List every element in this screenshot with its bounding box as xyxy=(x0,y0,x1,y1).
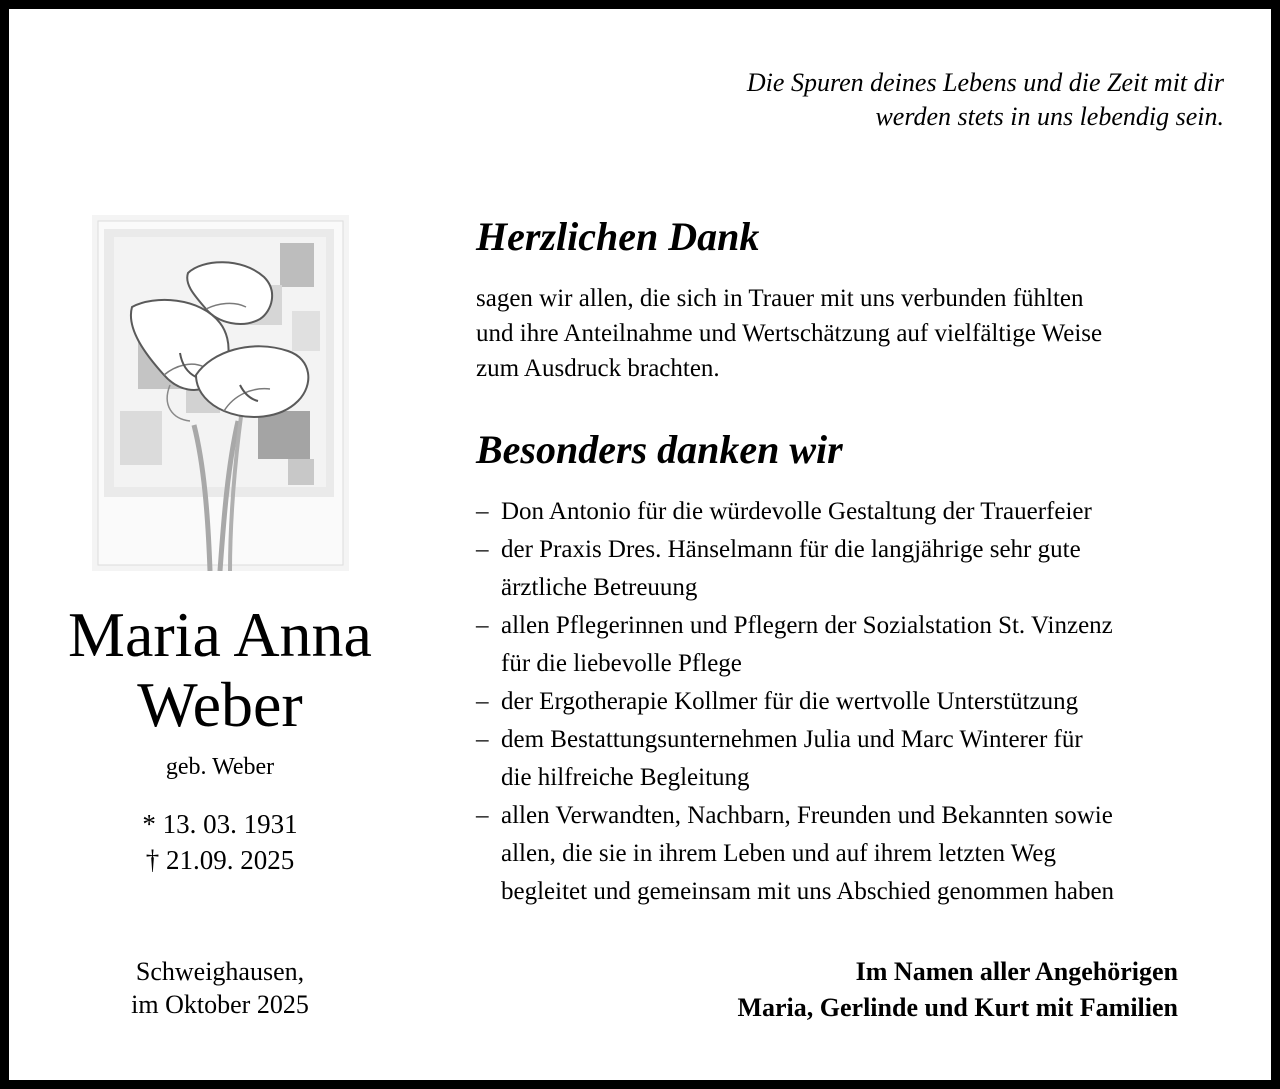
deceased-info xyxy=(20,600,420,878)
thanks-heading: Herzlichen Dank xyxy=(476,214,760,259)
place-and-date xyxy=(20,955,420,1021)
thanks-item-line: die hilfreiche Begleitung xyxy=(501,764,750,791)
intro-line: sagen wir allen, die sich in Trauer mit uns verbunden fühlten xyxy=(476,285,1084,312)
signature-line: Maria, Gerlinde und Kurt mit Familien xyxy=(737,993,1178,1022)
thanks-item-line: Don Antonio für die würdevolle Gestaltung der Trauerfeier xyxy=(501,498,1092,525)
thanks-item-line: für die liebevolle Pflege xyxy=(501,650,742,677)
thanks-list xyxy=(476,493,1114,911)
birth-name: geb. Weber xyxy=(165,754,275,780)
motto-line: werden stets in uns lebendig sein. xyxy=(875,102,1224,131)
calla-lily-illustration-icon xyxy=(92,215,349,571)
thanks-item xyxy=(476,531,1114,607)
date-line: im Oktober 2025 xyxy=(131,990,309,1019)
deceased-name-line: Weber xyxy=(137,669,303,740)
dash-bullet: – xyxy=(476,612,489,639)
dash-bullet: – xyxy=(476,688,489,715)
life-dates xyxy=(20,806,420,878)
thanks-item-line: ärztliche Betreuung xyxy=(501,574,698,601)
death-date: † 21.09. 2025 xyxy=(145,845,295,875)
thanks-item-line: allen Pflegerinnen und Pflegern der Sozialstation St. Vinzenz xyxy=(501,612,1113,639)
motto-quote xyxy=(604,66,1224,134)
signature-line: Im Namen aller Angehörigen xyxy=(855,957,1178,986)
thanks-item xyxy=(476,797,1114,911)
thanks-item-line: der Ergotherapie Kollmer für die wertvolle Unterstützung xyxy=(501,688,1079,715)
intro-paragraph xyxy=(476,281,1102,386)
thanks-item xyxy=(476,607,1114,683)
motto-line: Die Spuren deines Lebens und die Zeit mit dir xyxy=(746,68,1224,97)
special-thanks-heading: Besonders danken wir xyxy=(476,427,843,472)
dash-bullet: – xyxy=(476,726,489,753)
thanks-item-line: begleitet und gemeinsam mit uns Abschied genommen haben xyxy=(501,878,1115,905)
dash-bullet: – xyxy=(476,498,489,525)
deceased-name-line: Maria Anna xyxy=(68,599,372,670)
thanks-item xyxy=(476,721,1114,797)
dash-bullet: – xyxy=(476,536,489,563)
intro-line: zum Ausdruck brachten. xyxy=(476,355,720,382)
thanks-item-line: der Praxis Dres. Hänselmann für die langjährige sehr gute xyxy=(501,536,1081,563)
place-line: Schweighausen, xyxy=(135,957,305,986)
thanks-item xyxy=(476,683,1114,721)
dash-bullet: – xyxy=(476,802,489,829)
intro-line: und ihre Anteilnahme und Wertschätzung auf vielfältige Weise xyxy=(476,320,1103,347)
signature-block xyxy=(737,954,1178,1026)
thanks-item-line: dem Bestattungsunternehmen Julia und Marc Winterer für xyxy=(501,726,1083,753)
thanks-item-line: allen, die sie in ihrem Leben und auf ihrem letzten Weg xyxy=(501,840,1056,867)
thanks-item-line: allen Verwandten, Nachbarn, Freunden und Bekannten sowie xyxy=(501,802,1113,829)
birth-date: * 13. 03. 1931 xyxy=(142,809,298,839)
thanks-item xyxy=(476,493,1114,531)
